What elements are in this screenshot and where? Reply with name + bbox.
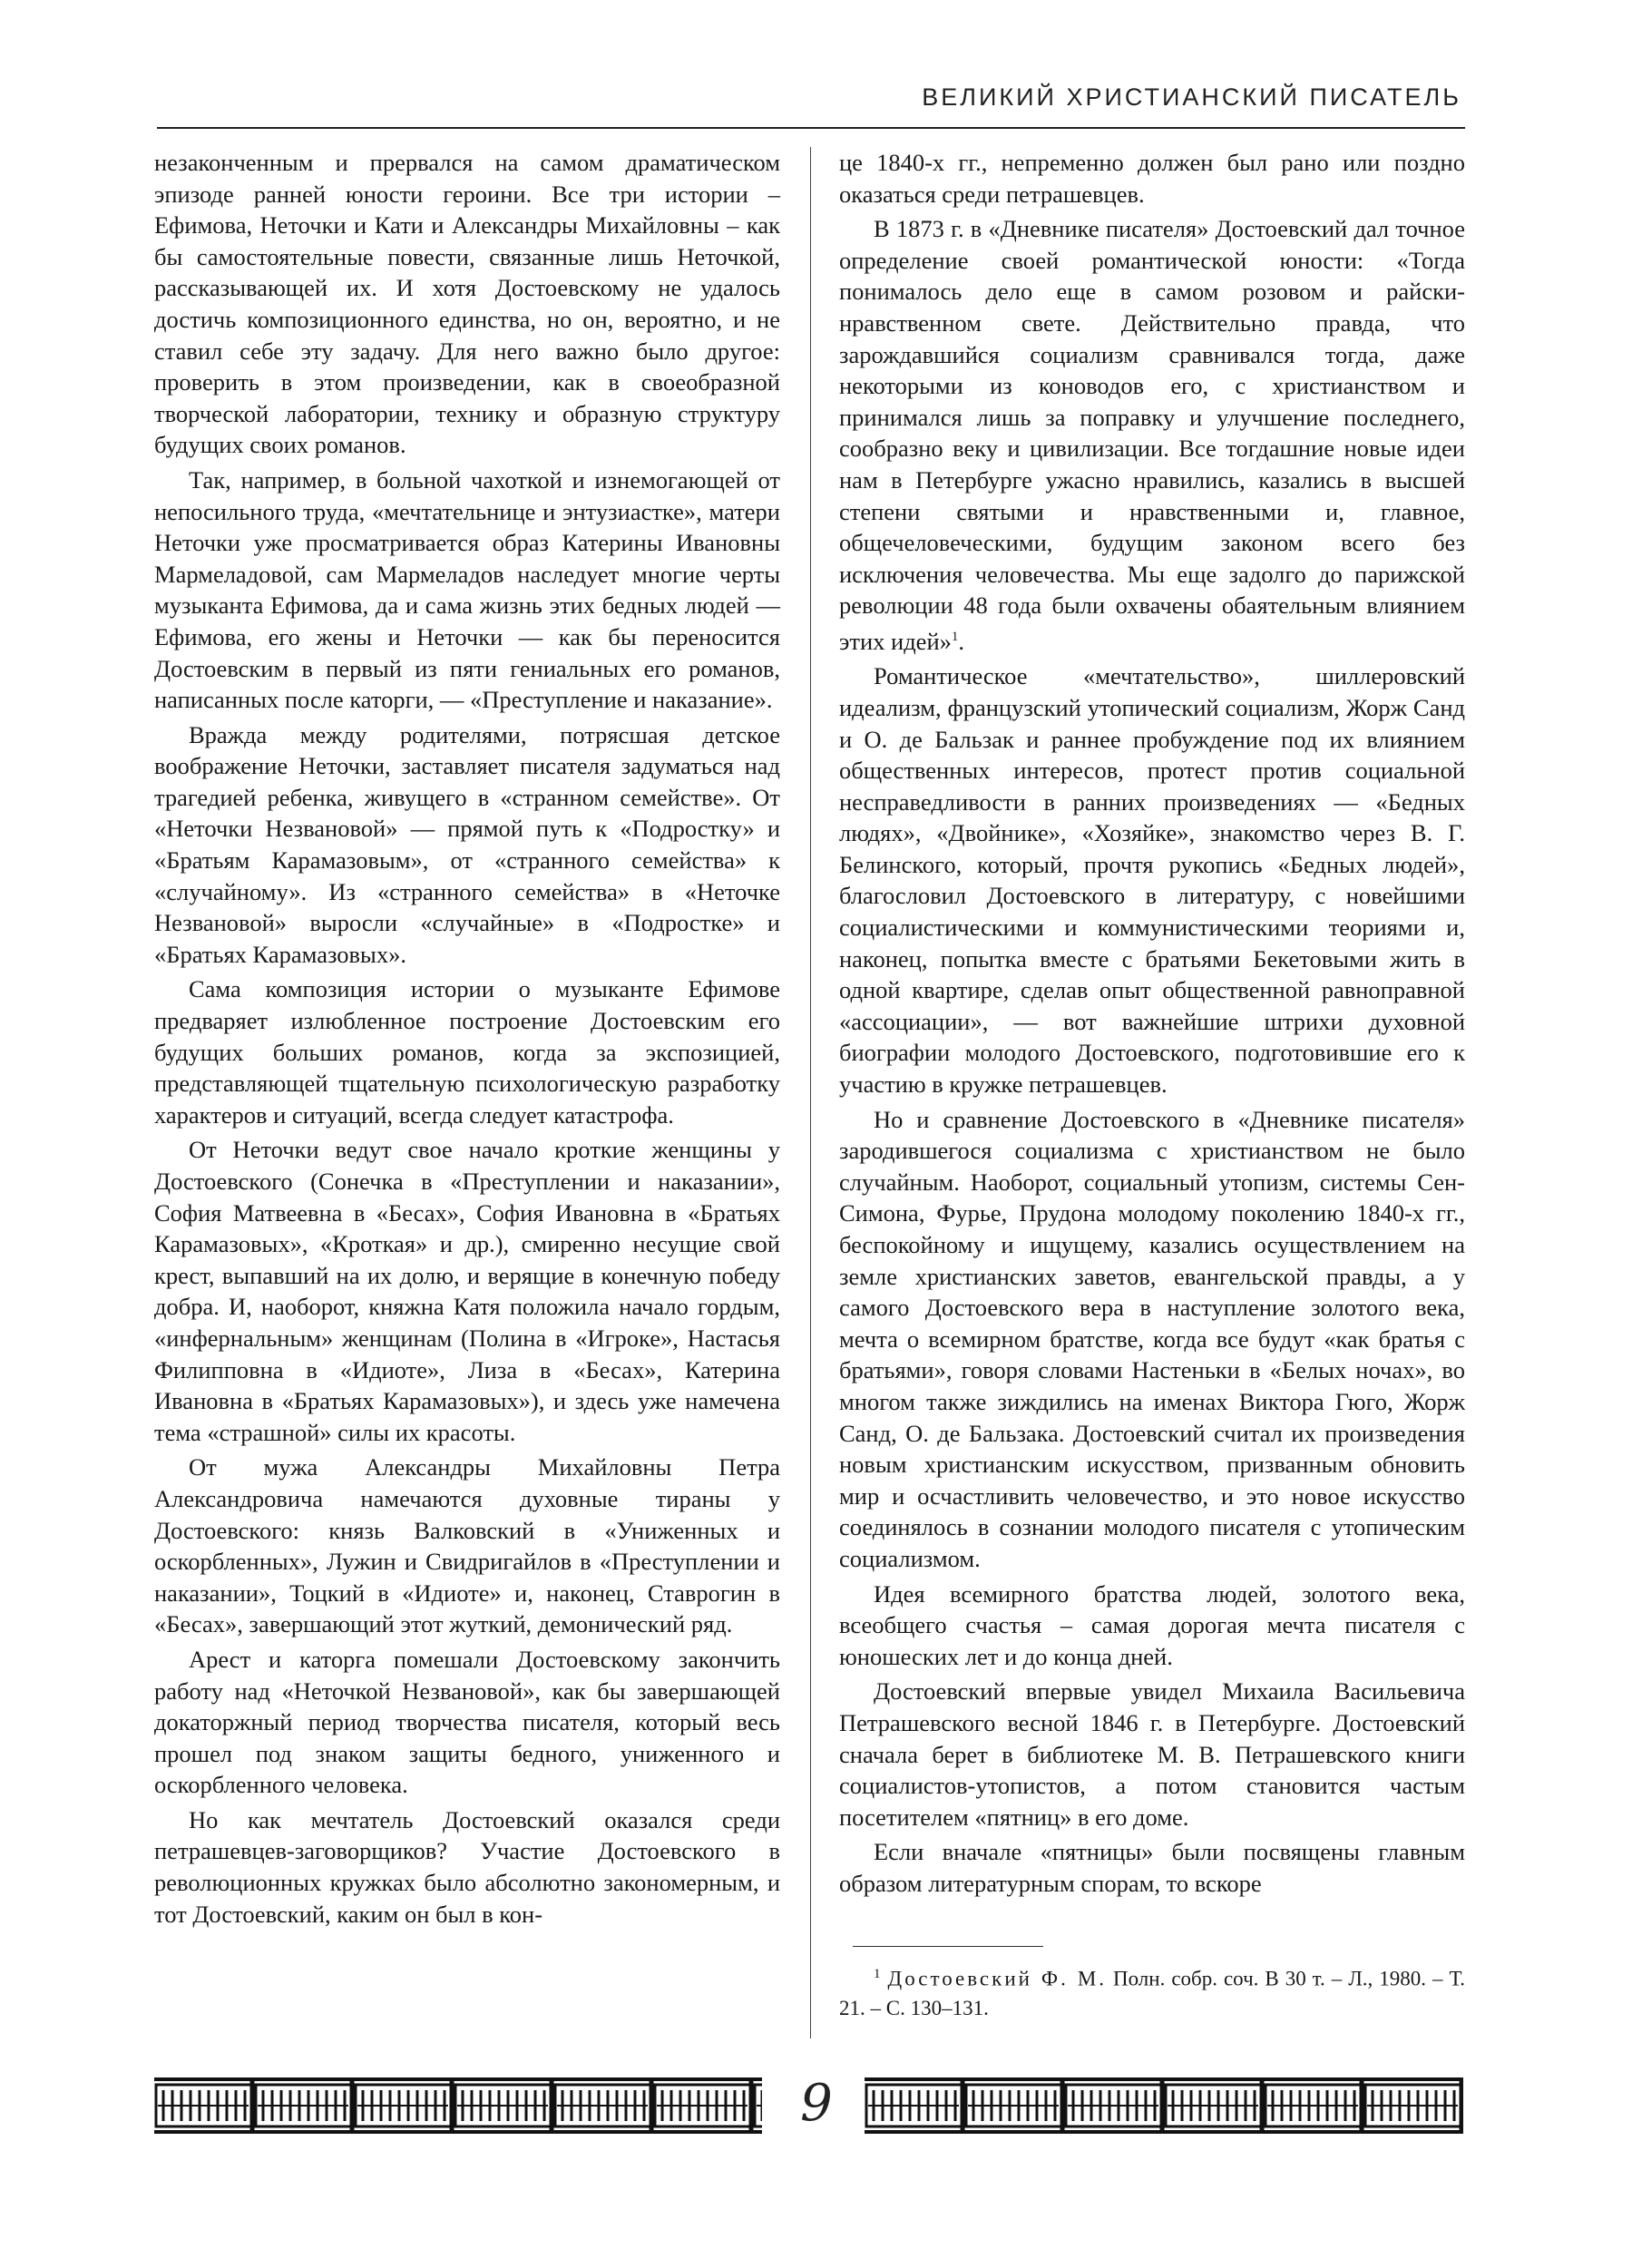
footnote-reference: 1 xyxy=(951,629,959,644)
fence-ornament-icon xyxy=(865,2081,1463,2130)
footnote-rule xyxy=(853,1946,1043,1947)
paragraph: Идея всемирного братства людей, золотого века, всеобщего счастья – самая дорогая мечта писателя с юношеских лет и до конца дней. xyxy=(839,1579,1465,1670)
column-divider xyxy=(810,147,811,2038)
paragraph: це 1840-х гг., непременно должен был рано или поздно оказаться среди петрашевцев. xyxy=(839,149,1465,208)
paragraph: Но и сравнение Достоевского в «Дневнике писателя» зародившегося социализма с христианством не было случайным. Наоборот, социальный утопизм, системы Сен-Симона, Фурье, Прудона молодому поколению 1840-х гг., беспокойному и ищущему, казались осуществлением на земле христианских заветов, евангельской правды, а у самого Достоевского вера в наступление золотого века, мечта о всемирном братстве, когда все будут «как братья с братьями», говоря словами Настеньки в «Белых ночах», во многом также зиждились на именах Виктора Гюго, Жорж Санд, О. де Бальзака. Достоевский считал их произведения новым христианским искусством, призванным обновить мир и осчастливить человечество, и это новое искусство соединялось в сознании молодого писателя с утопическим социализмом. xyxy=(839,1105,1465,1572)
footnote xyxy=(839,1960,1465,2023)
paragraph: Так, например, в больной чахоткой и изнемогающей от непосильного труда, «мечтательнице и энтузиастке», матери Неточки уже просматривается образ Катерины Ивановны Мармеладовой, сам Мармеладов наследует многие черты музыканта Ефимова, да и сама жизнь этих бедных людей — Ефимова, его жены и Неточки — как бы переносится Достоевским в первый из пяти гениальных его романов, написанных после каторги, — «Преступление и наказание». xyxy=(154,465,780,714)
paragraph: Романтическое «мечтательство», шиллеровский идеализм, французский утопический социализм, Жорж Санд и О. де Бальзак и раннее пробуждение под их влиянием общественных интересов, протест против социальной несправедливости в ранних произведениях — «Бедных людях», «Двойнике», «Хозяйке», знакомство через В. Г. Белинского, который, прочтя рукопись «Бедных людей», благословил Достоевского в литературу, с новейшими социалистическими и коммунистическими теориями и, наконец, попытка вместе с братьями Бекетовыми жить в одной квартире, сделав опыт общественной равноправной «ассоциации», — вот важнейшие штрихи духовной биографии молодого Достоевского, подготовившие его к участию в кружке петрашевцев. xyxy=(839,662,1465,1099)
paragraph: незаконченным и прервался на самом драматическом эпизоде ранней юности героини. Все три истории – Ефимова, Неточки и Кати и Александры Михайловны – как бы самостоятельные повести, связанные лишь Неточкой, рассказывающей их. И хотя Достоевскому не удалось достичь композиционного единства, но он, вероятно, и не ставил себе эту задачу. Для него важно было другое: проверить в этом произведении, как в своеобразной творческой лаборатории, технику и образную структуру будущих своих романов. xyxy=(154,149,780,459)
paragraph: Если вначале «пятницы» были посвящены главным образом литературным спорам, то вскоре xyxy=(839,1838,1465,1897)
running-title: ВЕЛИКИЙ ХРИСТИАНСКИЙ ПИСАТЕЛЬ xyxy=(922,83,1461,111)
page-number: 9 xyxy=(800,2074,833,2133)
paragraph: Арест и каторга помешали Достоевскому закончить работу над «Неточкой Незвановой», как бы завершающей докаторжный период творчества писателя, который весь прошел под знаком защиты бедного, униженного и оскорбленного человека. xyxy=(154,1645,780,1799)
ornament-border-right xyxy=(865,2077,1463,2134)
paragraph: Сама композиция истории о музыканте Ефимове предваряет излюбленное построение Достоевским его будущих больших романов, когда за экспозицией, представляющей тщательную психологическую разработку характеров и ситуаций, всегда следует катастрофа. xyxy=(154,975,780,1129)
paragraph-text: В 1873 г. в «Дневнике писателя» Достоевский дал точное определение своей романтической юности: «Тогда понималось дело еще в самом розовом и райски-нравственном свете. Действительно правда, что зарождавшийся социализм сравнивался тогда, даже некоторыми из коноводов его, с христианством и принимался лишь за поправку и улучшение последнего, сообразно веку и цивилизации. Все тогдашние новые идеи нам в Петербурге ужасно нравились, казались в высшей степени святыми и нравственными и, главное, общечеловеческими, будущим законом всего без исключения человечества. Мы еще задолго до парижской революции 48 года были охвачены обаятельным влиянием этих идей» xyxy=(839,215,1465,655)
footnote-author: Достоевский Ф. М. xyxy=(887,1967,1108,1990)
fence-ornament-icon xyxy=(154,2081,762,2130)
footnote-number: 1 xyxy=(874,1967,881,1981)
paragraph: От мужа Александры Михайловны Петра Александровича намечаются духовные тираны у Достоевского: князь Валковский в «Униженных и оскорбленных», Лужин и Свидригайлов в «Преступлении и наказании», Тоцкий в «Идиоте» и, наконец, Ставрогин в «Бесах», завершающий этот жуткий, демонический ряд. xyxy=(154,1453,780,1638)
paragraph: Вражда между родителями, потрясшая детское воображение Неточки, заставляет писателя задуматься над трагедией ребенка, живущего в «странном семействе». От «Неточки Незвановой» — прямой путь к «Подростку» и «Братьям Карамазовым», от «странного семейства» к «случайному». Из «странного семейства» в «Неточке Незвановой» выросли «случайные» в «Подростке» и «Братьях Карамазовых». xyxy=(154,720,780,968)
header-rule xyxy=(157,127,1465,129)
paragraph: Достоевский впервые увидел Михаила Васильевича Петрашевского весной 1846 г. в Петербурге. Достоевский сначала берет в библиотеке М. В. Петрашевского книги социалистов-утопистов, а потом становится частым посетителем «пятниц» в его доме. xyxy=(839,1677,1465,1831)
footnote-text: Полн. собр. соч. В 30 т. – Л., 1980. – Т. 21. – С. 130–131. xyxy=(839,1967,1465,2019)
ornament-border-left xyxy=(154,2077,762,2134)
right-column xyxy=(839,147,1465,1902)
paragraph: От Неточки ведут свое начало кроткие женщины у Достоевского (Сонечка в «Преступлении и наказании», София Матвеевна в «Бесах», София Ивановна в «Братьях Карамазовых», «Кроткая» и др.), смиренно несущие свой крест, выпавший на их долю, и верящие в конечную победу добра. И, наоборот, княжна Катя положила начало гордым, «инфернальным» женщинам (Полина в «Игроке», Настасья Филипповна в «Идиоте», Лиза в «Бесах», Катерина Ивановна в «Братьях Карамазовых»), и здесь уже намечена тема «страшной» силы их красоты. xyxy=(154,1136,780,1446)
paragraph: В 1873 г. в «Дневнике писателя» Достоевский дал точное определение своей романтической юности: «Тогда понималось дело еще в самом розовом и райски-нравственном свете. Действительно правда, что зарождавшийся социализм сравнивался тогда, даже некоторыми из коноводов его, с христианством и принимался лишь за поправку и улучшение последнего, сообразно веку и цивилизации. Все тогдашние новые идеи нам в Петербурге ужасно нравились, казались в высшей степени святыми и нравственными и, главное, общечеловеческими, будущим законом всего без исключения человечества. Мы еще задолго до парижской революции 48 года были охвачены обаятельным влиянием этих идей»$^1$. xyxy=(839,215,1465,655)
paragraph: Но как мечтатель Достоевский оказался среди петрашевцев-заговорщиков? Участие Достоевского в революционных кружках было абсолютно закономерным, и тот Достоевский, каким он был в кон- xyxy=(154,1805,780,1928)
left-column xyxy=(154,147,780,1933)
